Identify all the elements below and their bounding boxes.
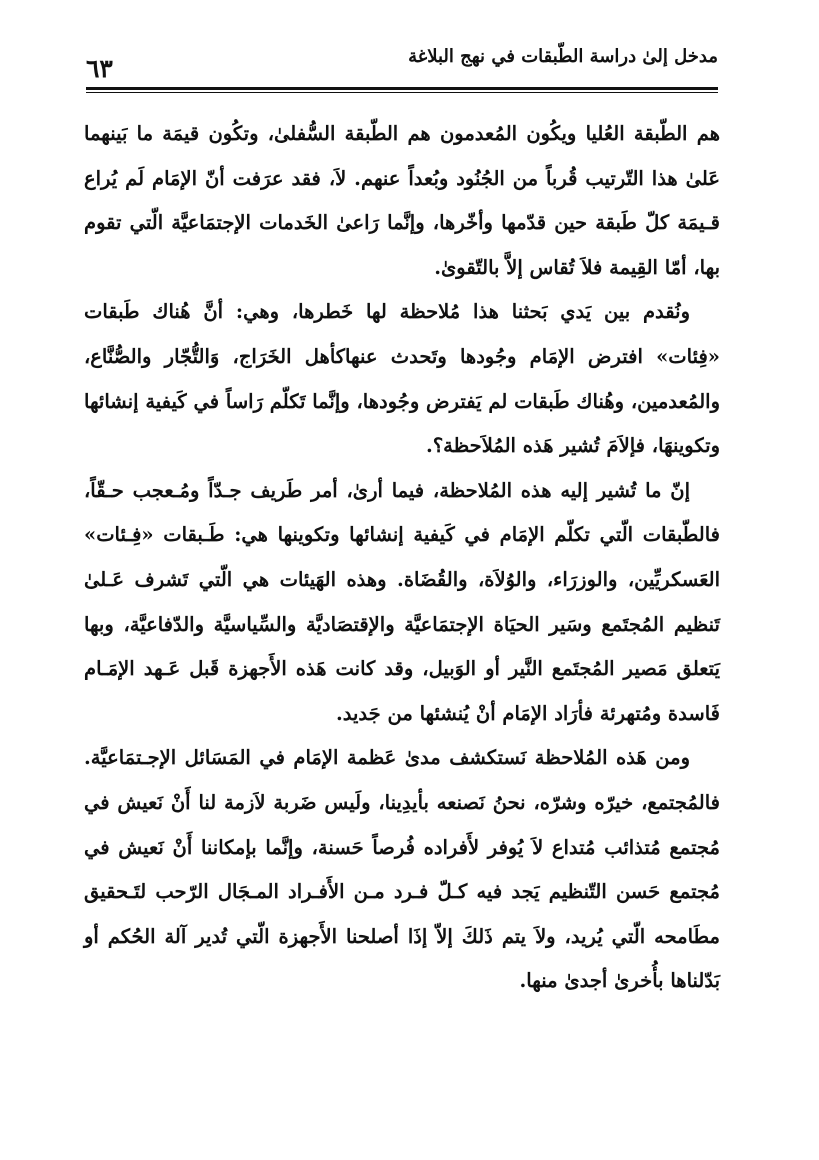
paragraph-1: هم الطّبقة العُليا ويكُون المُعدمون هم الطّبقة السُّفلىٰ، وتكُون قيمَة ما بَينهما عَلىٰ هذا التّرتيب قُرباً من الجُنُود وبُعداً عنهم. لاَ، فقد عرَفت أنّ الإمَام لَم يُراع قـيمَة كلّ طَبقة حين قدّمها وأخّرها، وإنَّما رَاعىٰ الخَدمات الإجتمَاعيَّة الّتي تقوم بها، أمّا القِيمة فلاَ تُقاس إلاَّ بالتّقوىٰ. bbox=[84, 122, 720, 279]
running-title: مدخل إلىٰ دراسة الطّبقات في نهج البلاغة bbox=[408, 46, 718, 67]
page-header bbox=[86, 40, 718, 88]
header-rule-thin bbox=[86, 92, 718, 93]
paragraph-4: ومن هَذه المُلاحظة نَستكشف مدىٰ عَظمة الإمَام في المَسَائل الإجـتمَاعيَّة. فالمُجتمع، خيرّه وشرّه، نحنُ نَصنعه بأيدِينا، ولَيس ضَربة لاَزمة لنا أَنْ نَعيش في مُجتمع مُتذائب مُتداع لاَ يُوفر لأَفراده فُرصاً حَسنة، وإنَّما بإمكاننا أَنْ نَعيش في مُجتمع حَسن التّنظيم يَجد فيه كـلّ فـرد مـن الأَفـراد المـجَال الرّحب لتَـحقيق مطَامحه الّتي يُريد، ولاَ يتم ذَلكَ إلاّ إذَا أصلحنا الأَجهزة الّتي تُدير آلة الحُكم أو بَدّلناها بأُخرىٰ أجدىٰ منها. bbox=[84, 746, 720, 993]
paragraph-2: ونُقدم بين يَدي بَحثنا هذا مُلاحظة لها خَطرها، وهي: أنَّ هُناك طَبقات «فِئات» افترض الإمَام وجُودها وتَحدث عنهاكأهل الخَرَاج، وَالتُّجّار والصُّنَّاع، والمُعدمين، وهُناك طَبقات لم يَفترض وجُودها، وإنَّما تَكلّم رَاساً في كَيفية إنشائها وتكوينهَا، فإلاَمَ تُشير هَذه المُلاَحظة؟. bbox=[84, 300, 720, 458]
page-number: ٦٣ bbox=[86, 54, 113, 83]
body-text bbox=[84, 112, 720, 1004]
header-rule bbox=[86, 87, 718, 90]
paragraph-3: إنّ ما تُشير إليه هذه المُلاحظة، فيما أرىٰ، أمر طَريف جـدّاً ومُـعجب حـقّاً، فالطّبقات الّتي تكلّم الإمَام في كَيفية إنشائها وتكوينها هي: طَـبقات «فِـئات» العَسكريِّين، والوزرَاء، والوُلاَة، والقُضَاة. وهذه الهَيئات هي الّتي تَشرف عَـلىٰ تَنظيم المُجتَمع وسَير الحيَاة الإجتمَاعيَّة والإقتصَاديَّة والسِّياسيَّة والدّفاعيَّة، وبها يَتعلق مَصير المُجتَمع النَّير أو الوَبيل، وقد كانت هَذه الأَجهزة قَبل عَـهد الإمَـام فَاسدة ومُتهرئة فأرَاد الإمَام أنْ يُنشئها من جَديد. bbox=[84, 478, 720, 725]
